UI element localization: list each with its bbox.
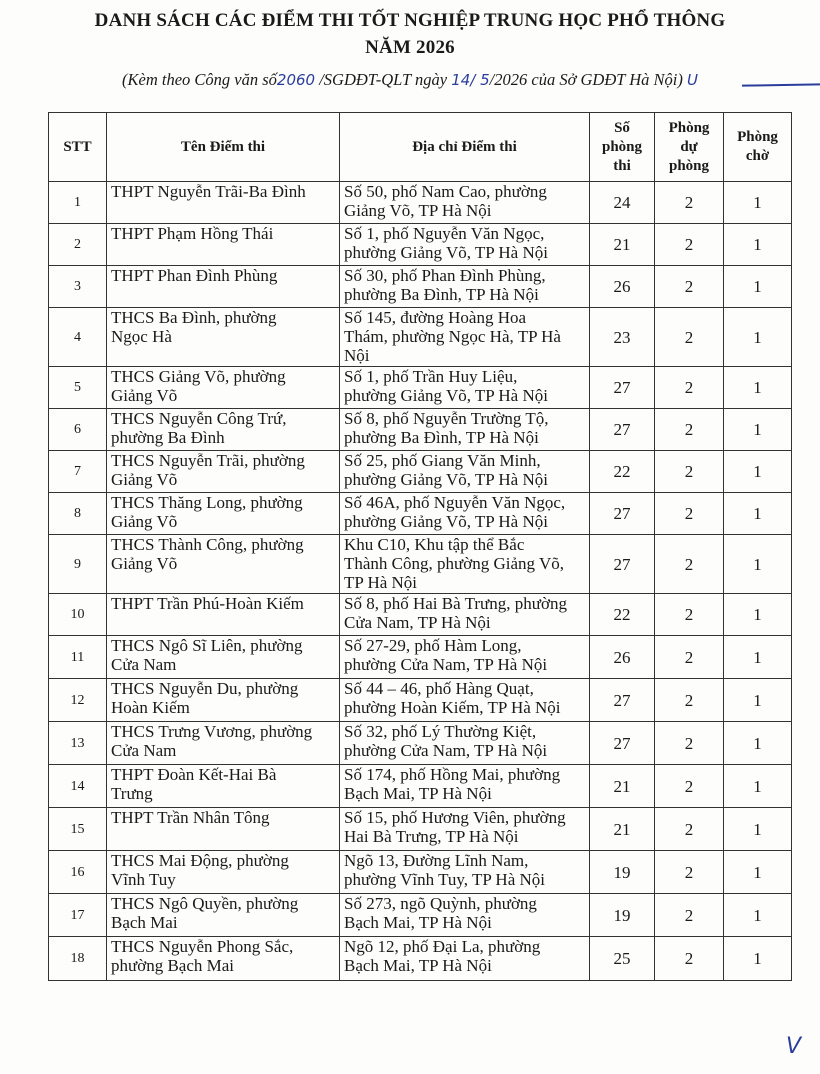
cell-waiting-rooms: 1 <box>724 308 792 367</box>
cell-waiting-rooms: 1 <box>724 679 792 722</box>
cell-site-address-line: Ngõ 13, Đường Lĩnh Nam, <box>344 851 529 870</box>
header-waiting-rooms: Phòng chờ <box>724 113 792 182</box>
cell-stt: 10 <box>49 594 107 636</box>
cell-site-address-line: phường Giảng Võ, TP Hà Nội <box>344 386 548 405</box>
table-row <box>49 367 792 409</box>
cell-backup-rooms: 2 <box>655 266 724 308</box>
cell-site-name-line: THCS Ba Đình, phường <box>111 308 277 327</box>
cell-site-name-line: THCS Nguyễn Công Trứ, <box>111 409 287 428</box>
cell-backup-rooms: 2 <box>655 367 724 409</box>
cell-site-name-line: Giảng Võ <box>111 470 178 489</box>
cell-site-address-line: Số 32, phố Lý Thường Kiệt, <box>344 722 537 741</box>
cell-site-address <box>340 182 590 224</box>
cell-site-name <box>107 765 340 808</box>
table-row <box>49 808 792 851</box>
cell-waiting-rooms: 1 <box>724 409 792 451</box>
cell-site-name-line: THPT Đoàn Kết-Hai Bà <box>111 765 277 784</box>
cell-site-address <box>340 851 590 894</box>
cell-site-name-line: THPT Trần Phú-Hoàn Kiếm <box>111 594 304 613</box>
cell-stt: 3 <box>49 266 107 308</box>
cell-site-name <box>107 894 340 937</box>
cell-site-address-line: Số 8, phố Nguyễn Trường Tộ, <box>344 409 549 428</box>
cell-site-address-line: Khu C10, Khu tập thể Bắc <box>344 535 525 554</box>
subtitle-mid: /SGDĐT-QLT ngày <box>319 70 448 89</box>
cell-site-name-line: THCS Ngô Quyền, phường <box>111 894 299 913</box>
cell-site-name-line: Vĩnh Tuy <box>111 870 176 889</box>
cell-site-address-line: Nội <box>344 346 370 365</box>
cell-site-address-line: Số 1, phố Nguyễn Văn Ngọc, <box>344 224 545 243</box>
cell-exam-rooms: 21 <box>590 765 655 808</box>
cell-waiting-rooms: 1 <box>724 594 792 636</box>
cell-site-address <box>340 535 590 594</box>
cell-site-name <box>107 367 340 409</box>
cell-waiting-rooms: 1 <box>724 266 792 308</box>
exam-sites-table <box>48 112 792 981</box>
cell-exam-rooms: 27 <box>590 535 655 594</box>
cell-site-address <box>340 224 590 266</box>
cell-site-address-line: Bạch Mai, TP Hà Nội <box>344 956 492 975</box>
cell-stt: 15 <box>49 808 107 851</box>
cell-waiting-rooms: 1 <box>724 765 792 808</box>
cell-site-address <box>340 765 590 808</box>
cell-site-name <box>107 636 340 679</box>
cell-site-address <box>340 308 590 367</box>
cell-exam-rooms: 27 <box>590 367 655 409</box>
header-site-name: Tên Điểm thi <box>107 113 340 182</box>
cell-backup-rooms: 2 <box>655 851 724 894</box>
cell-exam-rooms: 23 <box>590 308 655 367</box>
cell-site-address <box>340 451 590 493</box>
cell-backup-rooms: 2 <box>655 636 724 679</box>
cell-backup-rooms: 2 <box>655 409 724 451</box>
cell-backup-rooms: 2 <box>655 722 724 765</box>
cell-site-name-line: Trưng <box>111 784 153 803</box>
cell-site-name-line: Hoàn Kiếm <box>111 698 190 717</box>
table-row <box>49 182 792 224</box>
cell-site-address <box>340 493 590 535</box>
cell-site-address-line: Bạch Mai, TP Hà Nội <box>344 784 492 803</box>
cell-site-name-line: THPT Trần Nhân Tông <box>111 808 270 827</box>
cell-exam-rooms: 26 <box>590 636 655 679</box>
cell-backup-rooms: 2 <box>655 937 724 981</box>
cell-site-address-line: Bạch Mai, TP Hà Nội <box>344 913 492 932</box>
cell-site-name <box>107 722 340 765</box>
cell-site-address <box>340 367 590 409</box>
document-subtitle <box>0 70 820 90</box>
cell-site-address-line: Số 50, phố Nam Cao, phường <box>344 182 547 201</box>
document-title-line2: NĂM 2026 <box>365 37 455 58</box>
table-row <box>49 493 792 535</box>
cell-backup-rooms: 2 <box>655 594 724 636</box>
cell-site-address <box>340 894 590 937</box>
cell-stt: 8 <box>49 493 107 535</box>
cell-waiting-rooms: 1 <box>724 535 792 594</box>
cell-site-address-line: phường Giảng Võ, TP Hà Nội <box>344 512 548 531</box>
cell-site-name <box>107 851 340 894</box>
cell-exam-rooms: 19 <box>590 851 655 894</box>
cell-site-name <box>107 409 340 451</box>
cell-site-address-line: Giảng Võ, TP Hà Nội <box>344 201 492 220</box>
cell-waiting-rooms: 1 <box>724 808 792 851</box>
cell-backup-rooms: 2 <box>655 535 724 594</box>
cell-site-name-line: THPT Nguyễn Trãi-Ba Đình <box>111 182 306 201</box>
table-row <box>49 636 792 679</box>
table-header-row <box>49 113 792 182</box>
table-row <box>49 224 792 266</box>
document-title-line1: DANH SÁCH CÁC ĐIỂM THI TỐT NGHIỆP TRUNG HỌC PHỔ THÔNG <box>94 10 726 31</box>
table-row <box>49 765 792 808</box>
cell-backup-rooms: 2 <box>655 493 724 535</box>
cell-site-name <box>107 224 340 266</box>
cell-site-address-line: Số 174, phố Hồng Mai, phường <box>344 765 561 784</box>
cell-waiting-rooms: 1 <box>724 182 792 224</box>
cell-site-name <box>107 308 340 367</box>
cell-waiting-rooms: 1 <box>724 851 792 894</box>
cell-backup-rooms: 2 <box>655 451 724 493</box>
cell-stt: 1 <box>49 182 107 224</box>
cell-waiting-rooms: 1 <box>724 894 792 937</box>
table-row <box>49 851 792 894</box>
cell-stt: 7 <box>49 451 107 493</box>
table-row <box>49 594 792 636</box>
cell-waiting-rooms: 1 <box>724 367 792 409</box>
cell-site-address <box>340 679 590 722</box>
cell-waiting-rooms: 1 <box>724 722 792 765</box>
cell-site-name-line: Giảng Võ <box>111 554 178 573</box>
cell-site-name-line: THCS Thăng Long, phường <box>111 493 303 512</box>
cell-site-name-line: phường Ba Đình <box>111 428 225 447</box>
cell-waiting-rooms: 1 <box>724 493 792 535</box>
handwritten-initial-mark: U <box>687 71 698 89</box>
cell-site-address-line: Số 273, ngõ Quỳnh, phường <box>344 894 537 913</box>
cell-stt: 18 <box>49 937 107 981</box>
cell-site-address-line: phường Vĩnh Tuy, TP Hà Nội <box>344 870 545 889</box>
table-row <box>49 722 792 765</box>
cell-site-name <box>107 451 340 493</box>
cell-waiting-rooms: 1 <box>724 224 792 266</box>
cell-site-address-line: Số 46A, phố Nguyễn Văn Ngọc, <box>344 493 566 512</box>
cell-site-address-line: Ngõ 12, phố Đại La, phường <box>344 937 541 956</box>
header-exam-rooms: Số phòng thi <box>590 113 655 182</box>
cell-site-name <box>107 182 340 224</box>
cell-waiting-rooms: 1 <box>724 636 792 679</box>
cell-stt: 11 <box>49 636 107 679</box>
header-stt: STT <box>49 113 107 182</box>
handwritten-doc-number: 2060 <box>276 71 316 89</box>
cell-site-name <box>107 808 340 851</box>
cell-site-address <box>340 937 590 981</box>
cell-site-name <box>107 535 340 594</box>
header-site-address: Địa chỉ Điểm thi <box>340 113 590 182</box>
cell-site-address <box>340 808 590 851</box>
cell-stt: 13 <box>49 722 107 765</box>
cell-site-name-line: THCS Thành Công, phường <box>111 535 304 554</box>
cell-site-address-line: phường Cửa Nam, TP Hà Nội <box>344 655 548 674</box>
cell-exam-rooms: 22 <box>590 451 655 493</box>
cell-site-name-line: phường Bạch Mai <box>111 956 235 975</box>
cell-site-name-line: THCS Nguyễn Trãi, phường <box>111 451 305 470</box>
cell-site-address-line: phường Hoàn Kiếm, TP Hà Nội <box>344 698 561 717</box>
cell-backup-rooms: 2 <box>655 765 724 808</box>
cell-stt: 5 <box>49 367 107 409</box>
cell-site-address-line: Số 44 – 46, phố Hàng Quạt, <box>344 679 534 698</box>
cell-exam-rooms: 27 <box>590 493 655 535</box>
cell-site-address <box>340 266 590 308</box>
cell-backup-rooms: 2 <box>655 182 724 224</box>
cell-backup-rooms: 2 <box>655 894 724 937</box>
cell-stt: 9 <box>49 535 107 594</box>
cell-exam-rooms: 24 <box>590 182 655 224</box>
cell-site-name <box>107 493 340 535</box>
header-backup-rooms: Phòng dự phòng <box>655 113 724 182</box>
cell-site-address-line: Số 30, phố Phan Đình Phùng, <box>344 266 546 285</box>
cell-exam-rooms: 22 <box>590 594 655 636</box>
cell-waiting-rooms: 1 <box>724 937 792 981</box>
cell-site-address-line: Thám, phường Ngọc Hà, TP Hà <box>344 327 561 346</box>
cell-site-address-line: Thành Công, phường Giảng Võ, <box>344 554 564 573</box>
cell-site-name-line: Giảng Võ <box>111 512 178 531</box>
cell-exam-rooms: 21 <box>590 808 655 851</box>
cell-site-address-line: Số 8, phố Hai Bà Trưng, phường <box>344 594 567 613</box>
cell-site-name-line: THCS Nguyễn Du, phường <box>111 679 299 698</box>
cell-site-address-line: Số 15, phố Hương Viên, phường <box>344 808 566 827</box>
cell-site-name-line: Cửa Nam <box>111 741 177 760</box>
cell-site-address-line: Số 1, phố Trần Huy Liệu, <box>344 367 518 386</box>
cell-site-address-line: Hai Bà Trưng, TP Hà Nội <box>344 827 519 846</box>
cell-site-name-line: THCS Nguyễn Phong Sắc, <box>111 937 294 956</box>
cell-site-name-line: THCS Giảng Võ, phường <box>111 367 286 386</box>
subtitle-suffix: /2026 của Sở GDĐT Hà Nội) <box>489 70 683 89</box>
cell-exam-rooms: 21 <box>590 224 655 266</box>
cell-site-name <box>107 679 340 722</box>
cell-backup-rooms: 2 <box>655 679 724 722</box>
cell-site-address-line: phường Ba Đình, TP Hà Nội <box>344 285 539 304</box>
cell-stt: 16 <box>49 851 107 894</box>
cell-site-address <box>340 722 590 765</box>
cell-stt: 17 <box>49 894 107 937</box>
cell-site-address-line: phường Cửa Nam, TP Hà Nội <box>344 741 548 760</box>
cell-site-address-line: Số 145, đường Hoàng Hoa <box>344 308 527 327</box>
cell-site-address <box>340 636 590 679</box>
cell-site-address-line: phường Giảng Võ, TP Hà Nội <box>344 470 548 489</box>
handwritten-corner-mark: V <box>786 1034 802 1059</box>
cell-exam-rooms: 25 <box>590 937 655 981</box>
table-row <box>49 679 792 722</box>
cell-exam-rooms: 27 <box>590 409 655 451</box>
subtitle-prefix: (Kèm theo Công văn số <box>122 70 277 89</box>
cell-site-name-line: Giảng Võ <box>111 386 178 405</box>
cell-site-address <box>340 409 590 451</box>
table-row <box>49 308 792 367</box>
cell-site-name-line: Cửa Nam <box>111 655 177 674</box>
cell-exam-rooms: 26 <box>590 266 655 308</box>
cell-backup-rooms: 2 <box>655 808 724 851</box>
cell-site-name-line: THPT Phạm Hồng Thái <box>111 224 274 243</box>
cell-site-address-line: phường Giảng Võ, TP Hà Nội <box>344 243 548 262</box>
table-row <box>49 535 792 594</box>
cell-backup-rooms: 2 <box>655 308 724 367</box>
table-row <box>49 266 792 308</box>
cell-site-address-line: Số 25, phố Giang Văn Minh, <box>344 451 541 470</box>
cell-site-address-line: phường Ba Đình, TP Hà Nội <box>344 428 539 447</box>
cell-site-name <box>107 937 340 981</box>
cell-site-name-line: Ngọc Hà <box>111 327 172 346</box>
cell-backup-rooms: 2 <box>655 224 724 266</box>
cell-site-address-line: Cửa Nam, TP Hà Nội <box>344 613 491 632</box>
cell-site-address <box>340 594 590 636</box>
cell-exam-rooms: 27 <box>590 679 655 722</box>
cell-site-name-line: THCS Trưng Vương, phường <box>111 722 313 741</box>
handwritten-day-month: 14/ 5 <box>451 71 490 89</box>
cell-site-name <box>107 266 340 308</box>
table-row <box>49 894 792 937</box>
cell-site-address-line: Số 27-29, phố Hàm Long, <box>344 636 522 655</box>
cell-waiting-rooms: 1 <box>724 451 792 493</box>
table-row <box>49 937 792 981</box>
cell-site-name-line: THPT Phan Đình Phùng <box>111 266 278 285</box>
cell-exam-rooms: 27 <box>590 722 655 765</box>
cell-stt: 14 <box>49 765 107 808</box>
cell-stt: 12 <box>49 679 107 722</box>
table-row <box>49 409 792 451</box>
cell-stt: 2 <box>49 224 107 266</box>
cell-stt: 4 <box>49 308 107 367</box>
table-row <box>49 451 792 493</box>
cell-site-name-line: Bạch Mai <box>111 913 178 932</box>
cell-site-name-line: THCS Ngô Sĩ Liên, phường <box>111 636 303 655</box>
cell-site-name <box>107 594 340 636</box>
cell-site-address-line: TP Hà Nội <box>344 573 418 592</box>
cell-exam-rooms: 19 <box>590 894 655 937</box>
cell-stt: 6 <box>49 409 107 451</box>
cell-site-name-line: THCS Mai Động, phường <box>111 851 289 870</box>
